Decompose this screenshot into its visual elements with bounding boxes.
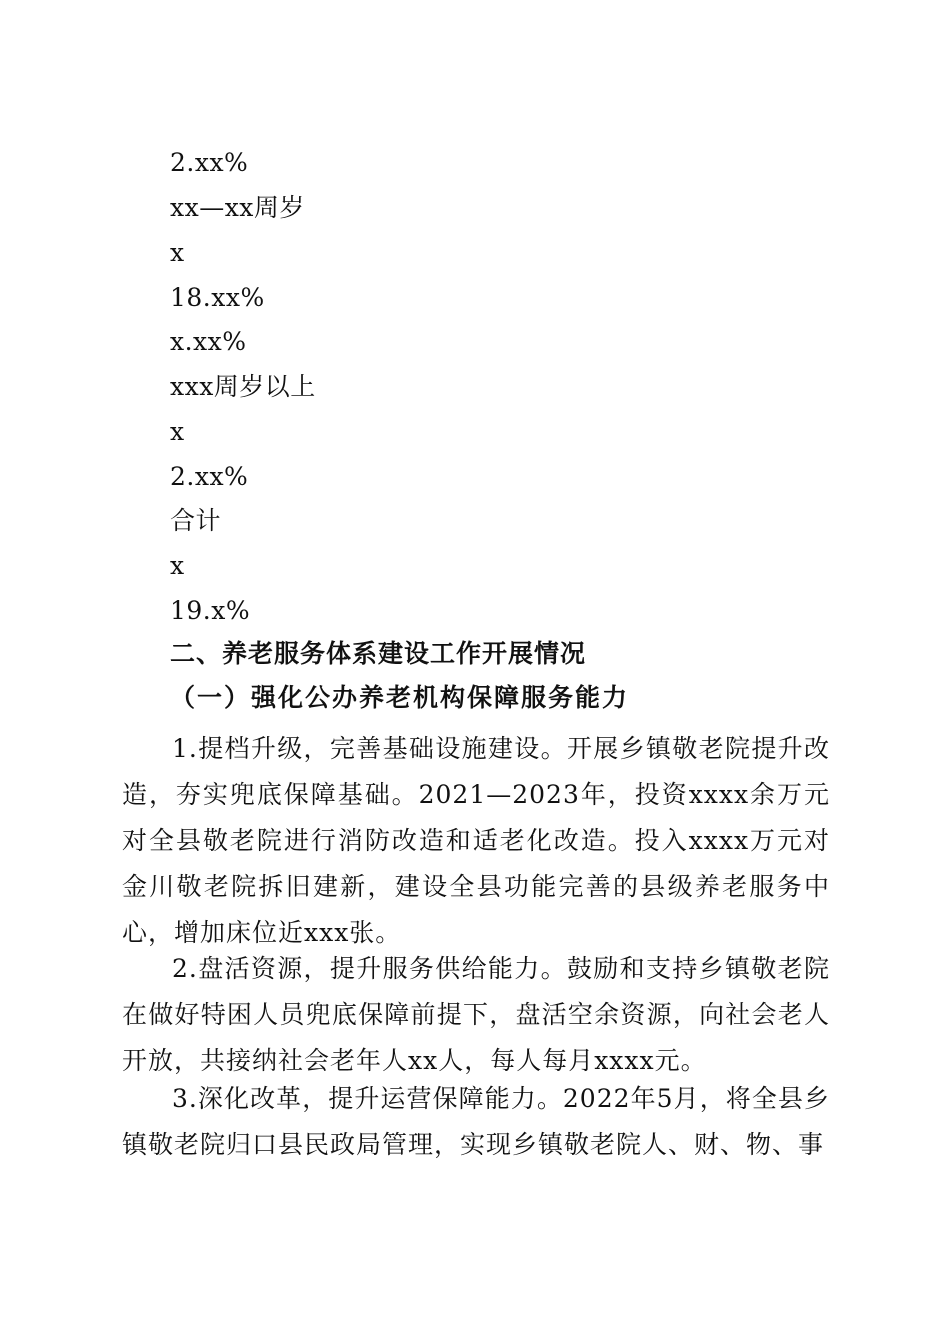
table-cell: xx—xx周岁 [170, 193, 305, 222]
table-cell: 19.x% [170, 596, 251, 625]
table-cell: 18.xx% [170, 283, 265, 312]
table-cell: x [170, 238, 185, 267]
table-cell: xxx周岁以上 [170, 372, 316, 401]
table-cell: 2.xx% [170, 462, 249, 491]
subsection-heading: （一）强化公办养老机构保障服务能力 [170, 683, 630, 712]
table-cell: x [170, 551, 185, 580]
table-cell: 合计 [170, 506, 222, 535]
table-cell: x.xx% [170, 327, 247, 356]
section-heading: 二、养老服务体系建设工作开展情况 [170, 639, 587, 668]
body-paragraph: 3.深化改革，提升运营保障能力。2022年5月，将全县乡镇敬老院归口县民政局管理，实现乡镇敬老院人、财、物、事 [122, 1084, 830, 1159]
body-paragraph: 1.提档升级，完善基础设施建设。开展乡镇敬老院提升改造，夯实兜底保障基础。2021—2023年，投资xxxx余万元对全县敬老院进行消防改造和适老化改造。投入xxxx万元对金川敬老院拆旧建新，建设全县功能完善的县级养老服务中心，增加床位近xxx张。 [122, 734, 830, 947]
table-cell: 2.xx% [170, 148, 249, 177]
table-cell: x [170, 417, 185, 446]
body-paragraph: 2.盘活资源，提升服务供给能力。鼓励和支持乡镇敬老院在做好特困人员兜底保障前提下，盘活空余资源，向社会老人开放，共接纳社会老年人xx人，每人每月xxxx元。 [122, 954, 830, 1075]
